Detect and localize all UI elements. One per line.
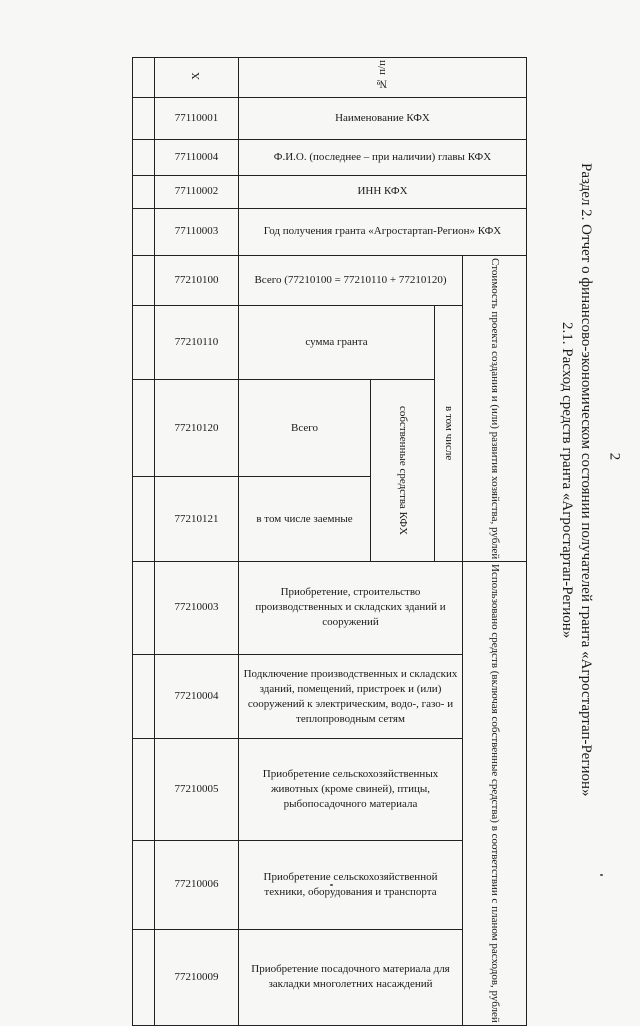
group-incl-label: в том числе <box>435 305 463 561</box>
scan-speck <box>330 884 333 886</box>
row-code: 77210005 <box>155 739 239 840</box>
row-label: в том числе заемные <box>239 477 371 562</box>
row-code: 77210003 <box>155 561 239 654</box>
row-label: Год получения гранта «Агростартап-Регион» КФХ <box>239 208 527 255</box>
row-code: 77210110 <box>155 305 239 380</box>
row-code: 77110004 <box>155 139 239 175</box>
row-code: 77210009 <box>155 929 239 1025</box>
row-code: 77110002 <box>155 175 239 208</box>
grant-expense-table <box>132 57 527 1026</box>
group-own-label: собственные средства КФХ <box>371 380 435 562</box>
row-code: 77210004 <box>155 654 239 739</box>
section-title: Раздел 2. Отчет о финансово-экономическом состоянии получателей гранта «Агростартап-Регион» <box>578 163 594 797</box>
row-code: 77110001 <box>155 97 239 139</box>
row-label: Приобретение посадочного материала для закладки многолетних насаждений <box>239 929 463 1025</box>
row-label: Всего (77210100 = 77210110 + 77210120) <box>239 255 463 305</box>
group-cost-label: Стоимость проекта создания и (или) развития хозяйства, рублей <box>463 255 527 561</box>
header-num: № п/п <box>239 58 527 98</box>
group-used-label: Использовано средств (включая собственные средства) в соответствии с планом расходов, рублей <box>463 561 527 1025</box>
row-code: 77210006 <box>155 840 239 929</box>
row-code: 77210100 <box>155 255 239 305</box>
blank-cell <box>133 58 155 98</box>
section-heading <box>525 130 595 830</box>
row-label: Всего <box>239 380 371 477</box>
row-code: 77210120 <box>155 380 239 477</box>
header-x: X <box>155 58 239 98</box>
row-label: Приобретение сельскохозяйственных животных (кроме свиней), птицы, рыбопосадочного материала <box>239 739 463 840</box>
page-number: 2 <box>606 452 623 461</box>
row-label: ИНН КФХ <box>239 175 527 208</box>
row-label: Подключение производственных и складских зданий, помещений, пристроек и (или) сооружений к электрическим, водо-, газо- и теплопроводным сетям <box>239 654 463 739</box>
row-code: 77210121 <box>155 477 239 562</box>
row-code: 77110003 <box>155 208 239 255</box>
row-label: Приобретение, строительство производственных и складских зданий и сооружений <box>239 561 463 654</box>
row-label: Наименование КФХ <box>239 97 527 139</box>
row-label: Ф.И.О. (последнее – при наличии) главы КФХ <box>239 139 527 175</box>
section-subtitle: 2.1. Расход средств гранта «Агростартап-Регион» <box>559 321 575 639</box>
scan-speck <box>600 874 603 876</box>
row-label: сумма гранта <box>239 305 435 380</box>
row-label: Приобретение сельскохозяйственной техники, оборудования и транспорта <box>239 840 463 929</box>
